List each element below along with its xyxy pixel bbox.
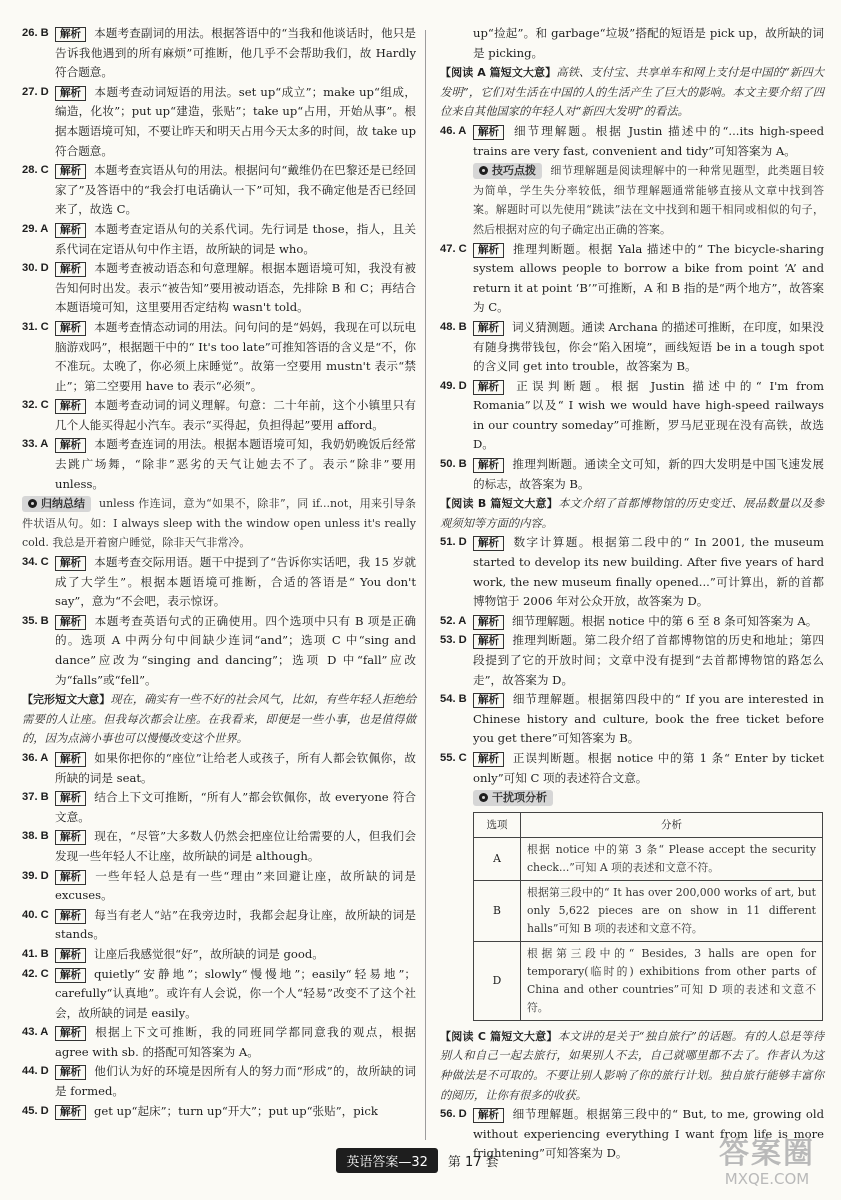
- tip-text: 细节理解题是阅读理解中的一种常见题型，此类题目较为简单，学生失分率较低，细节理解题通常能够直接从文章中找到答案。解题时可以先使用“跳读”法在文中找到和题干相同或相似的句子，然后根据对应的句子确定出正确的答案。: [473, 164, 824, 236]
- answer-number: 27. D: [22, 85, 49, 98]
- answer-item: [22, 553, 416, 612]
- answer-text: quietly“安静地”；slowly“慢慢地”；easily“轻易地”；carefully“认真地”。或许有人会说，你一个人“轻易”改变不了这个社会，故所缺的词是 easily。: [55, 966, 416, 1020]
- analysis-cell: 根据 notice 中的第 3 条“ Please accept the security check...”可知 A 项的表述和文意不符。: [521, 837, 823, 880]
- analysis-tag: 解析: [473, 380, 504, 395]
- option-cell: D: [474, 941, 521, 1020]
- table-header-cell: 分析: [521, 812, 823, 837]
- analysis-tag: 解析: [55, 27, 86, 42]
- table-row: [474, 880, 823, 941]
- answer-body: [55, 553, 416, 612]
- answer-number: 48. B: [440, 320, 467, 333]
- answer-text: 本题考查被动语态和句意理解。根据本题语境可知，我没有被告知何时出发。表示“被告知”要用被动语态，先排除 B 和 C；再结合本题语境可知，这里要用否定结构 wasn't told。: [55, 261, 416, 315]
- answer-item: [440, 122, 824, 161]
- answer-body: [55, 965, 416, 1024]
- pin-icon: [479, 166, 488, 175]
- answer-number: 49. D: [440, 379, 467, 392]
- tip-badge: [473, 163, 542, 179]
- answer-number: 53. D: [440, 634, 467, 647]
- footer-set: 第 17 套: [447, 1155, 499, 1170]
- answer-body: [473, 24, 824, 63]
- table-row: [474, 837, 823, 880]
- answer-text: 推理判断题。第二段介绍了首都博物馆的历史和地址；第四段提到了它的开放时间；文章中没有提到“去首都博物馆的路怎么走”，故答案为 D。: [473, 633, 824, 687]
- answer-number: 33. A: [22, 438, 49, 451]
- answer-number: 36. A: [22, 751, 49, 764]
- answer-item: [22, 259, 416, 318]
- right-column: [440, 24, 824, 1164]
- analysis-tag: 解析: [55, 870, 86, 885]
- answer-body: [55, 1102, 416, 1122]
- analysis-tag: 解析: [55, 86, 86, 101]
- answer-number: 52. A: [440, 614, 467, 627]
- answer-item: [22, 24, 416, 83]
- answer-body: [473, 122, 824, 161]
- answer-body: [55, 827, 416, 866]
- answer-body: [55, 612, 416, 690]
- answer-body: [55, 24, 416, 83]
- answer-body: [55, 749, 416, 788]
- answer-text: 现在，“尽管”大多数人仍然会把座位让给需要的人，但我们会发现一些年轻人不让座，故所缺的词是 although。: [55, 829, 416, 863]
- answer-item: [22, 396, 416, 435]
- analysis-tag: 解析: [55, 321, 86, 336]
- answer-item: [22, 906, 416, 945]
- answer-body: [473, 377, 824, 455]
- answer-item: [440, 24, 824, 63]
- answer-item: [22, 318, 416, 396]
- answer-item: [440, 631, 824, 690]
- answer-item: [22, 945, 416, 965]
- answer-item: [22, 220, 416, 259]
- site-watermark: [707, 1138, 827, 1194]
- answer-text: 数字计算题。根据第二段中的“ In 2001, the museum started to develop its new building. After five years of hard work, the new museum finally opened...”可计算出，新的首都博物馆于 2006 年对公众开放，故答案为 D。: [473, 535, 824, 609]
- answer-number: 26. B: [22, 27, 49, 39]
- answer-body: [55, 867, 416, 906]
- analysis-cell: 根据第三段中的“ It has over 200,000 works of art, but only 5,622 pieces are on show in 11 different halls”可知 B 项的表述和文意不符。: [521, 880, 823, 941]
- analysis-tag: 解析: [473, 693, 504, 708]
- answer-item: [440, 377, 824, 455]
- answer-text: up“捡起”。和 garbage“垃圾”搭配的短语是 pick up，故所缺的词是 picking。: [473, 26, 824, 60]
- answer-number: 56. D: [440, 1108, 467, 1121]
- answer-text: 本题考查宾语从句的用法。根据问句“戴维仍在巴黎还是已经回家了”及答语中的“我会打电话确认一下”可知，我不确定他是否已经回来了，故选 C。: [55, 163, 416, 217]
- answer-text: get up“起床”；turn up“开大”；put up“张贴”，pick: [94, 1103, 378, 1118]
- answer-body: [55, 161, 416, 220]
- answer-text: 本题考查动词的词义理解。句意：二十年前，这个小镇里只有几个人能买得起小汽车。表示“买得起，负担得起”要用 afford。: [55, 398, 416, 432]
- distractor-table: [473, 812, 823, 1021]
- answer-body: [55, 259, 416, 318]
- answer-number: 34. C: [22, 556, 49, 569]
- answer-number: 28. C: [22, 164, 49, 177]
- answer-body: [55, 1023, 416, 1062]
- answer-item: [440, 690, 824, 749]
- analysis-tag: 解析: [473, 243, 504, 258]
- answer-text: 本题考查连词的用法。根据本题语境可知，我奶奶晚饭后经常去跳广场舞，“除非”恶劣的天气让她去不了。表示“除非”要用 unless。: [55, 437, 416, 491]
- summary-text: 本文介绍了首都博物馆的历史变迁、展品数量以及参观须知等方面的内容。: [440, 497, 824, 530]
- answer-body: [473, 612, 824, 632]
- pin-icon: [479, 793, 488, 802]
- tip-block: [440, 161, 824, 239]
- answer-item: [440, 612, 824, 632]
- passage-summary: [440, 1027, 824, 1105]
- tip-badge-label: 技巧点拨: [492, 164, 536, 178]
- pin-icon: [28, 499, 37, 508]
- passage-summary: [22, 690, 416, 749]
- answer-text: 本题考查英语句式的正确使用。四个选项中只有 B 项是正确的。选项 A 中两分句中间缺少连词“and”；选项 C 中“sing and dance”应改为“singing and dancing”；选项 D 中“fall”应改为“falls”或“fell”。: [55, 613, 416, 687]
- analysis-tag: 解析: [473, 615, 504, 630]
- answer-number: 43. A: [22, 1026, 49, 1039]
- answer-body: [55, 435, 416, 494]
- answer-body: [55, 788, 416, 827]
- analysis-tag: 解析: [55, 399, 86, 414]
- answer-number: 38. B: [22, 830, 49, 843]
- answer-number: 39. D: [22, 869, 49, 882]
- answer-text: 推理判断题。根据 Yala 描述中的“ The bicycle-sharing system allows people to borrow a bike from point ‘A’ and return it at point ‘B’”可推断，A 和 B 指的是“两个地方”，故答案为 C。: [473, 241, 824, 315]
- answer-item: [22, 435, 416, 494]
- answer-body: [473, 533, 824, 611]
- option-cell: A: [474, 837, 521, 880]
- answer-number: 31. C: [22, 320, 49, 333]
- answer-text: 正误判断题。根据 Justin 描述中的“ I'm from Romania”以及“ I wish we would have high-speed railways in our country someday”可推断，罗马尼亚现在没有高铁，故选 D。: [473, 378, 824, 452]
- answer-number: 54. B: [440, 693, 467, 706]
- option-cell: B: [474, 880, 521, 941]
- analysis-tag: 解析: [55, 556, 86, 571]
- answer-number: 47. C: [440, 242, 467, 255]
- summary-text: 现在，确实有一些不好的社会风气，比如，有些年轻人拒绝给需要的人让座。但我每次都会让座。在我看来，即便是一些小事，也是值得做的，因为点滴小事也可以慢慢改变这个世界。: [22, 693, 416, 746]
- footer-subject: 英语答案—32: [336, 1148, 438, 1173]
- summary-heading: 【阅读 B 篇短文大意】: [440, 497, 559, 511]
- analysis-tag: 解析: [55, 909, 86, 924]
- distractor-table-wrap: [440, 812, 824, 1021]
- tip-badge-label: 干扰项分析: [492, 791, 547, 805]
- answer-item: [22, 788, 416, 827]
- watermark-url: MXQE.COM: [724, 1170, 810, 1188]
- answer-body: [55, 396, 416, 435]
- column-divider: [425, 30, 426, 1140]
- analysis-tag: 解析: [473, 634, 504, 649]
- tip-badge: [22, 496, 91, 512]
- answer-text: 结合上下文可推断，“所有人”都会钦佩你，故 everyone 符合文意。: [55, 790, 416, 824]
- answer-item: [22, 867, 416, 906]
- analysis-tag: 解析: [55, 830, 86, 845]
- summary-heading: 【完形短文大意】: [22, 693, 111, 707]
- table-row: [474, 941, 823, 1020]
- answer-text: 本题考查动词短语的用法。set up“成立”；make up“组成，编造，化妆”；put up“建造，张贴”；take up“占用，开始从事”。根据本题语境可知，不要让昨天和明天占用今天太多的时间，故 take up 符合题意。: [55, 84, 416, 158]
- answer-item: [22, 1023, 416, 1062]
- answer-body: [473, 318, 824, 377]
- answer-text: 词义猜测题。通读 Archana 的描述可推断，在印度，如果没有随身携带钱包，你会“陷入困境”，画线短语 be in a tough spot 的含义同 get into trouble，故答案为 B。: [473, 319, 824, 374]
- analysis-tag: 解析: [473, 458, 504, 473]
- tip-text: unless 作连词，意为“如果不，除非”，同 if...not，用来引导条件状语从句。如：I always sleep with the window open unless it's really cold. 我总是开着窗户睡觉，除非天气非常冷。: [22, 497, 416, 550]
- analysis-tag: 解析: [55, 615, 86, 630]
- answer-body: [473, 240, 824, 318]
- answer-item: [440, 240, 824, 318]
- answer-item: [22, 827, 416, 866]
- answer-number: [440, 24, 473, 63]
- answer-text: 一些年轻人总是有一些“理由”来回避让座，故所缺的词是 excuses。: [55, 868, 416, 903]
- analysis-tag: 解析: [473, 752, 504, 767]
- answer-text: 细节理解题。根据第三段中的“ But, to me, growing old without experiencing everything I want from life is more frightening”可知答案为 D。: [473, 1107, 824, 1161]
- answer-body: [55, 83, 416, 161]
- answer-body: [55, 1062, 416, 1101]
- answer-item: [22, 749, 416, 788]
- answer-number: 44. D: [22, 1065, 49, 1078]
- answer-number: 51. D: [440, 536, 467, 549]
- tip-block: [22, 494, 416, 553]
- summary-text: 高铁、支付宝、共享单车和网上支付是中国的“新四大发明”，它们对生活在中国的人的生活产生了巨大的影响。本文主要介绍了四位来自其他国家的年轻人对“新四大发明”的看法。: [440, 66, 825, 119]
- analysis-tag: 解析: [55, 948, 86, 963]
- answer-text: 如果你把你的“座位”让给老人或孩子，所有人都会钦佩你，故所缺的词是 seat。: [55, 750, 416, 785]
- answer-text: 推理判断题。通读全文可知，新的四大发明是中国飞速发展的标志，故答案为 B。: [473, 457, 824, 491]
- analysis-tag: 解析: [473, 1108, 504, 1123]
- analysis-tag: 解析: [55, 164, 86, 179]
- answer-body: [55, 318, 416, 396]
- answer-number: 40. C: [22, 908, 49, 921]
- answer-item: [22, 1062, 416, 1101]
- answer-body: [473, 455, 824, 494]
- answer-item: [22, 612, 416, 690]
- summary-heading: 【阅读 A 篇短文大意】: [440, 66, 557, 80]
- answer-number: 35. B: [22, 614, 49, 627]
- answer-body: [473, 749, 824, 788]
- answer-number: 50. B: [440, 458, 467, 471]
- table-header-row: [474, 812, 823, 837]
- answer-item: [440, 749, 824, 788]
- analysis-tag: 解析: [55, 223, 86, 238]
- analysis-tag: 解析: [55, 1065, 86, 1080]
- table-header-cell: 选项: [474, 812, 521, 837]
- footer-subject-text: 英语答案: [346, 1155, 399, 1170]
- answer-number: 41. B: [22, 947, 49, 960]
- answer-body: [473, 690, 824, 749]
- analysis-tag: 解析: [473, 536, 504, 551]
- answer-text: 细节理解题。根据 notice 中的第 6 至 8 条可知答案为 A。: [512, 613, 818, 628]
- answer-body: [55, 945, 416, 965]
- summary-text: 本文讲的是关于“独自旅行”的话题。有的人总是等待别人和自己一起去旅行，如果别人不去，自己就哪里都不去了。作者认为这种做法是不可取的。不要让别人影响了你的旅行计划。独自旅行能够丰富你的阅历，让你有很多的收获。: [440, 1029, 824, 1102]
- answer-body: [55, 906, 416, 945]
- answer-body: [55, 220, 416, 259]
- answer-number: 37. B: [22, 791, 49, 804]
- analysis-tag: 解析: [473, 321, 504, 336]
- passage-summary: [440, 63, 824, 122]
- left-column: [22, 24, 416, 1121]
- analysis-tag: 解析: [55, 752, 86, 767]
- analysis-tag: 解析: [55, 968, 86, 983]
- tip-badge-label: 归纳总结: [41, 497, 85, 511]
- answer-text: 让座后我感觉很“好”，故所缺的词是 good。: [94, 946, 324, 961]
- analysis-tag: 解析: [55, 1105, 86, 1120]
- answer-text: 根据上下文可推断，我的同班同学都同意我的观点，根据 agree with sb. 的搭配可知答案为 A。: [55, 1025, 416, 1059]
- answer-text: 本题考查交际用语。题干中提到了“告诉你实话吧，我 15 岁就成了大学生”。根据本题语境可推断，合适的答语是“ You don't say”，意为“不会吧，表示惊讶。: [55, 555, 416, 609]
- answer-number: 29. A: [22, 222, 49, 235]
- answer-item: [440, 455, 824, 494]
- analysis-cell: 根据第三段中的“ Besides, 3 halls are open for temporary(临时的) exhibitions from other parts of China and other countries”可知 D 项的表述和文意不符。: [521, 941, 823, 1020]
- answer-item: [22, 1102, 416, 1122]
- answer-item: [22, 83, 416, 161]
- answer-item: [22, 965, 416, 1024]
- answer-text: 本题考查副词的用法。根据答语中的“当我和他谈话时，他只是告诉我他遇到的所有麻烦”可推断，他几乎不会帮助我们，故 Hardly 符合题意。: [55, 26, 416, 80]
- watermark-logo-text: 答案圈: [719, 1136, 815, 1171]
- answer-item: [22, 161, 416, 220]
- tip-badge: [473, 790, 553, 806]
- answer-number: 42. C: [22, 967, 49, 980]
- answer-text: 细节理解题。根据第四段中的“ If you are interested in Chinese history and culture, book the free ticket before you get there”可知答案为 B。: [473, 692, 824, 746]
- analysis-tag: 解析: [55, 791, 86, 806]
- answer-text: 每当有老人“站”在我旁边时，我都会起身让座，故所缺的词是 stands。: [55, 907, 416, 942]
- answer-number: 30. D: [22, 262, 49, 275]
- answer-text: 他们认为好的环境是因所有人的努力而“形成”的，故所缺的词是 formed。: [55, 1064, 416, 1099]
- answer-item: [440, 533, 824, 611]
- tip-block: [440, 788, 824, 808]
- analysis-tag: 解析: [55, 438, 86, 453]
- answer-text: 正误判断题。根据 notice 中的第 1 条“ Enter by ticket only”可知 C 项的表述符合文意。: [473, 750, 824, 785]
- answer-number: 32. C: [22, 399, 49, 412]
- analysis-tag: 解析: [55, 1026, 86, 1041]
- analysis-tag: 解析: [473, 125, 504, 140]
- answer-number: 55. C: [440, 751, 467, 764]
- answer-body: [473, 631, 824, 690]
- answer-text: 本题考查定语从句的关系代词。先行词是 those，指人，且关系代词在定语从句中作主语，故所缺的词是 who。: [55, 221, 416, 256]
- answer-number: 45. D: [22, 1104, 49, 1117]
- answer-text: 本题考查情态动词的用法。问句问的是“妈妈，我现在可以玩电脑游戏吗”，根据题干中的“ It's too late”可推知答语的含义是“不，你不准玩。太晚了，你必须上床睡觉”。故第一空要用 mustn't 表示“禁止”；第二空要用 have to 表示“必须”。: [55, 319, 416, 393]
- analysis-tag: 解析: [55, 262, 86, 277]
- answer-number: 46. A: [440, 124, 467, 137]
- summary-heading: 【阅读 C 篇短文大意】: [440, 1029, 558, 1043]
- answer-text: 细节理解题。根据 Justin 描述中的“...its high-speed trains are very fast, convenient and tidy”可知答案为 A。: [473, 123, 824, 158]
- passage-summary: [440, 494, 824, 533]
- page-number: 32: [411, 1155, 428, 1170]
- answer-item: [440, 318, 824, 377]
